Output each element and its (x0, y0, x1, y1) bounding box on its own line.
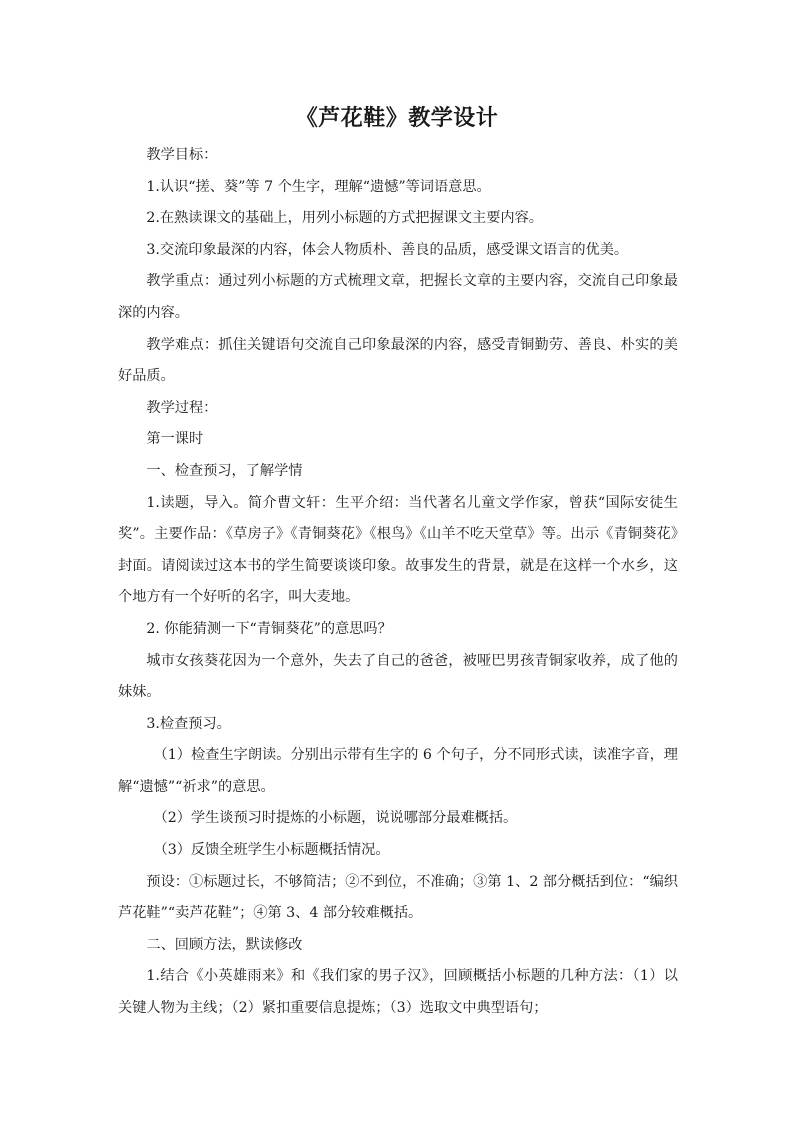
paragraph: （3）反馈全班学生小标题概括情况。 (153, 842, 390, 859)
paragraph: 2. 你能猜测一下“青铜葵花”的意思吗？ (146, 620, 392, 637)
paragraph: （2）学生谈预习时提炼的小标题，说说哪部分最难概括。 (153, 810, 518, 827)
document-body (118, 140, 678, 1025)
paragraph: 教学难点：抓住关键语句交流自己印象最深的内容，感受青铜勤劳、善良、朴实的美好品质。 (118, 336, 678, 385)
paragraph: 3.交流印象最深的内容，体会人物质朴、善良的品质，感受课文语言的优美。 (146, 241, 629, 258)
paragraph: 1.认识“搓、葵”等 7 个生字，理解“遗憾”等词语意思。 (146, 178, 491, 195)
document-title: 《芦花鞋》教学设计 (295, 105, 499, 131)
paragraph: 城市女孩葵花因为一个意外，失去了自己的爸爸，被哑巴男孩青铜家收养，成了他的妹妹。 (118, 652, 678, 701)
paragraph: 教学目标： (146, 147, 218, 163)
paragraph: 一、检查预习，了解学情 (146, 462, 303, 479)
paragraph: 教学过程： (146, 399, 218, 416)
paragraph: 1.读题，导入。简介曹文轩：生平介绍：当代著名儿童文学作家，曾获“国际安徒生奖”。主要作品：《草房子》《青铜葵花》《根鸟》《山羊不吃天堂草》等。出示《青铜葵花》封面。请阅读过这本书的学生简要谈谈印象。故事发生的背景，就是在这样一个水乡，这个地方有一个好听的名字，叫大麦地。 (118, 494, 678, 606)
paragraph: 预设：①标题过长，不够简洁；②不到位，不准确；③第 1、2 部分概括到位：“编织芦花鞋”“卖芦花鞋”；④第 3、4 部分较难概括。 (118, 873, 678, 922)
paragraph: 教学重点：通过列小标题的方式梳理文章，把握长文章的主要内容，交流自己印象最深的内容。 (118, 273, 678, 321)
paragraph: 2.在熟读课文的基础上，用列小标题的方式把握课文主要内容。 (146, 210, 543, 227)
paragraph: 二、回顾方法，默读修改 (146, 936, 303, 953)
paragraph: 3.检查预习。 (146, 715, 231, 732)
paragraph: 第一课时 (146, 431, 204, 448)
paragraph: 1.结合《小英雄雨来》和《我们家的男子汉》，回顾概括小标题的几种方法：（1）以关键人物为主线；（2）紧扣重要信息提炼；（3）选取文中典型语句； (118, 968, 678, 1017)
paragraph: （1）检查生字朗读。分别出示带有生字的 6 个句子，分不同形式读，读准字音，理解“遗憾”“祈求”的意思。 (118, 747, 678, 795)
